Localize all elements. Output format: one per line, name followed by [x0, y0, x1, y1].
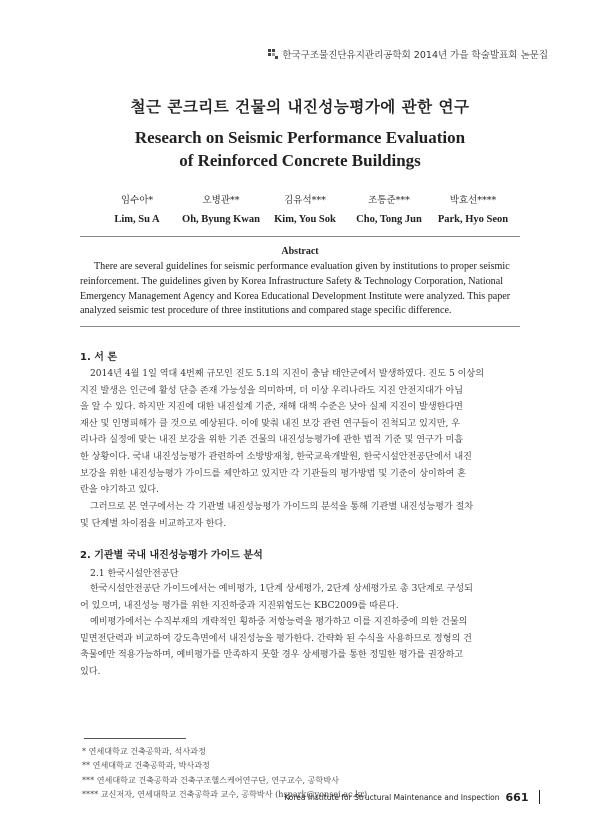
- abstract-bottom-rule: [80, 326, 520, 327]
- body-line: 한국시설안전공단 가이드에서는 예비평가, 1단계 상세평가, 2단계 상세평가로 총 3단계로 구성되: [90, 584, 473, 594]
- title-english-line2: of Reinforced Concrete Buildings: [179, 151, 421, 170]
- journal-header-text: 한국구조물진단유지관리공학회 2014년 가을 학술발표회 논문집: [282, 50, 548, 61]
- author-ko: 박효선****: [449, 195, 497, 206]
- body-line: 밑면전단력과 비교하여 강도측면에서 내진성능을 평가한다. 간략화 된 수식을 사용하므로 정형의 건: [80, 633, 472, 644]
- body-line: 리나라 실정에 맞는 내진 보강을 위한 기존 건물의 내진성능평가에 관한 법적 기준 및 연구가 미흡: [80, 435, 464, 446]
- author-ko: 조통준***: [368, 195, 410, 206]
- journal-logo-icon: [268, 49, 278, 59]
- body-line: 재산 및 인명피해가 클 것으로 예상된다. 이에 맞춰 내진 보강 관련 연구들이 진척되고 있지만, 우: [80, 418, 461, 429]
- abstract-heading: Abstract: [281, 246, 319, 257]
- body-line: 어 있으며, 내진성능 평가를 위한 지진하중과 지진위험도는 KBC2009를 따른다.: [80, 600, 399, 611]
- body-line: 보강을 위한 내진성능평가 가이드를 제안하고 있지만 각 기관들의 평가방법 및 기준이 상이하여 혼: [80, 468, 467, 479]
- author-en: Oh, Byung Kwan: [182, 214, 260, 225]
- section2-paragraph1: [80, 581, 520, 614]
- abstract-top-rule: [80, 236, 520, 237]
- author-en: Lim, Su A: [114, 214, 160, 225]
- title-english-line1: Research on Seismic Performance Evaluation: [134, 128, 466, 147]
- footnote: ** 연세대학교 건축공학과, 박사과정: [82, 760, 210, 771]
- footer-bar: [539, 790, 541, 804]
- author-en: Kim, You Sok: [274, 214, 336, 225]
- author-names-english: [95, 214, 515, 225]
- body-line: 2014년 4월 1일 역대 4번째 규모인 진도 5.1의 지진이 충남 태안군에서 발생하였다. 진도 5 이상의: [90, 369, 484, 379]
- author-list: [95, 192, 515, 225]
- title-korean: 철근 콘크리트 건물의 내진성능평가에 관한 연구: [130, 97, 470, 116]
- body-line: 을 알 수 있다. 하지만 지진에 대한 내진설계 기준, 재해 대책 수준은 낮아 실제 지진이 발생한다면: [80, 402, 463, 413]
- section-heading-guide-analysis: 2. 기관별 국내 내진성능평가 가이드 분석: [80, 550, 263, 561]
- journal-header: [268, 47, 548, 61]
- author-ko: 김유석***: [284, 195, 326, 206]
- section-heading-introduction: 1. 서 론: [80, 352, 118, 363]
- page-footer: [284, 790, 540, 804]
- body-line: 및 단계별 차이점을 비교하고자 한다.: [80, 518, 227, 529]
- author-names-korean: [95, 192, 515, 206]
- section1-paragraph2: [80, 499, 520, 532]
- author-en: Cho, Tong Jun: [356, 214, 422, 225]
- abstract-line: reinforcement. The guidelines given by Korea Infrastructure Safety & Technology Corporation, National: [80, 275, 504, 287]
- footnote: * 연세대학교 건축공학과, 석사과정: [82, 746, 206, 756]
- section1-paragraph1: [80, 366, 520, 499]
- abstract-body: [80, 260, 520, 319]
- page-number: 661: [505, 790, 529, 804]
- body-line: 그러므로 본 연구에서는 각 기관별 내진성능평가 가이드의 분석을 통해 기관별 내진성능평가 절차: [90, 502, 474, 512]
- body-line: 란을 야기하고 있다.: [80, 485, 159, 496]
- abstract-line: There are several guidelines for seismic performance evaluation given by institutions to proper seismic: [94, 261, 510, 272]
- body-line: 있다.: [80, 666, 101, 677]
- footer-institute: Korea Institute for Structural Maintenance and Inspection: [284, 792, 500, 802]
- footnote: **** 교신저자, 연세대학교 건축공학과 교수, 공학박사 (hspark@yonsei.ac.kr): [82, 788, 368, 799]
- footnote: *** 연세대학교 건축공학과 건축구조헬스케어연구단, 연구교수, 공학박사: [82, 774, 339, 785]
- abstract-line: analyzed seismic test procedure of three institutions and compared stage specific difference.: [80, 305, 452, 317]
- abstract-line: Emergency Management Agency and Korea Educational Development Institute were analyzed. This paper: [80, 290, 511, 302]
- body-line: 축물에만 적용가능하며, 예비평가를 만족하지 못할 경우 상세평가를 통한 정밀한 평가를 권장하고: [80, 650, 464, 661]
- author-en: Park, Hyo Seon: [437, 214, 509, 225]
- footnote-rule: [84, 738, 186, 739]
- title-english: [0, 126, 600, 172]
- author-ko: 임수아*: [120, 195, 154, 206]
- section2-paragraph2: [80, 614, 520, 680]
- body-line: 예비평가에서는 수직부재의 개략적인 횡하중 저항능력을 평가하고 이를 지진하중에 의한 건물의: [90, 617, 468, 627]
- author-ko: 오병관**: [202, 195, 240, 206]
- body-line: 한 상황이다. 국내 내진성능평가 관련하여 소방방재청, 한국교육개발원, 한국시설안전공단에서 내진: [80, 451, 472, 462]
- body-line: 지진 발생은 인근에 활성 단층 존재 가능성을 의미하며, 더 이상 우리나라도 지진 안전지대가 아님: [80, 385, 464, 396]
- subsection-heading: 2.1 한국시설안전공단: [90, 568, 179, 579]
